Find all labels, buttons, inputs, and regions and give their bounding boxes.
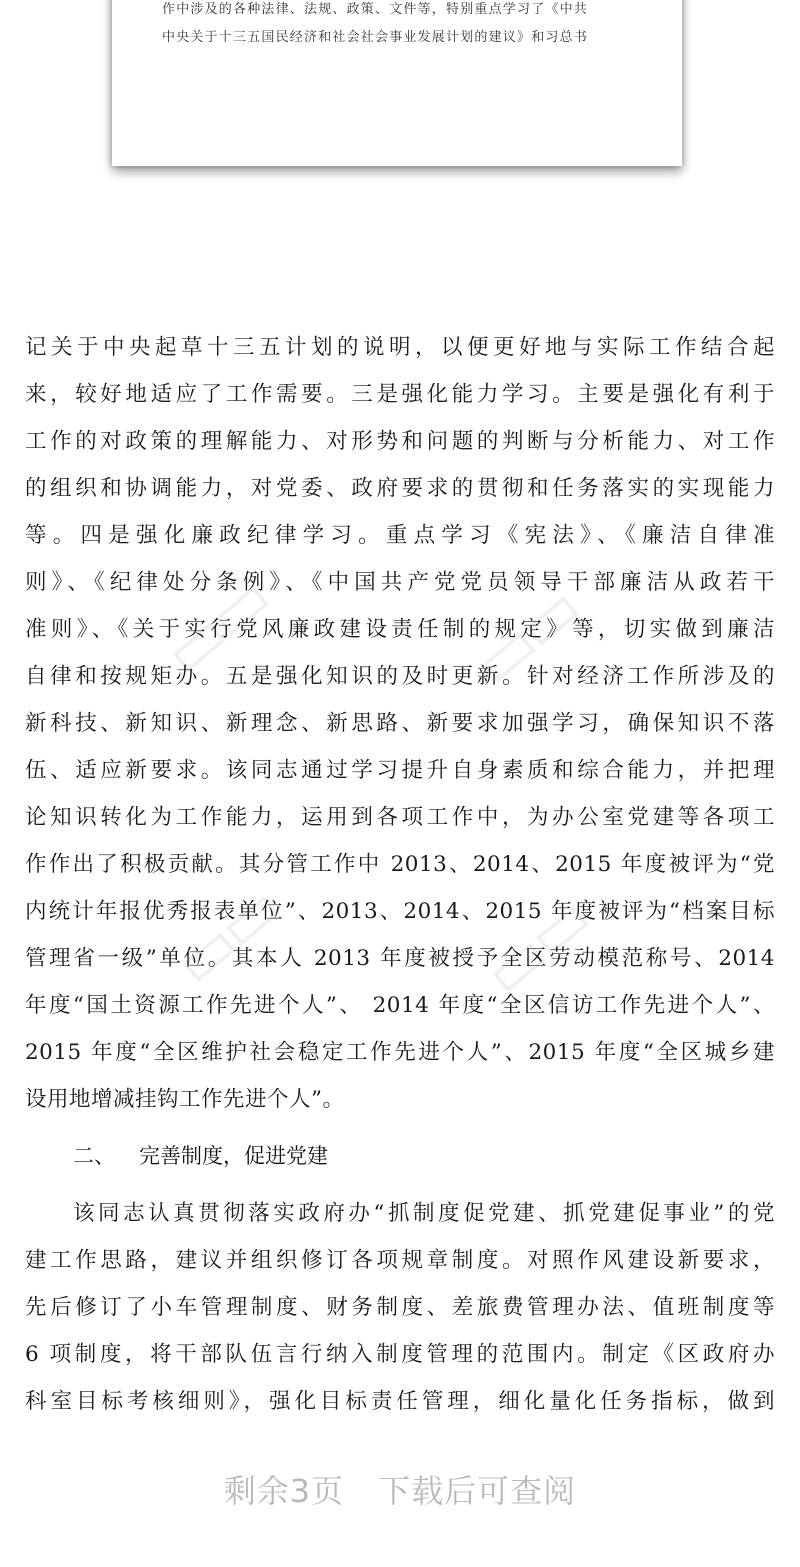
text-line: 自律和按规矩办。五是强化知识的及时更新。针对经济工作所涉及的 (25, 664, 775, 689)
section-heading-2 (73, 1133, 785, 1180)
text-line: 科室目标考核细则》，强化目标责任管理，细化量化任务指标，做到 (25, 1389, 775, 1414)
text-line: 的组织和协调能力，对党委、政府要求的贯彻和任务落实的实现能力 (25, 476, 775, 501)
text-line: 伍、适应新要求。该同志通过学习提升自身素质和综合能力，并把理 (25, 758, 775, 783)
text-line: 建工作思路，建议并组织修订各项规章制度。对照作风建设新要求， (25, 1248, 775, 1273)
heading-number: 二、 (73, 1144, 115, 1168)
preview-line: 作中涉及的各种法律、法规、政策、文件等，特别重点学习了《中共 (162, 2, 589, 17)
watermark: ▭▭ (459, 572, 594, 702)
watermark: ▭▭ (159, 872, 294, 1002)
text-line: 该同志认真贯彻落实政府办“抓制度促党建、抓党建促事业”的党 (73, 1201, 775, 1226)
paragraph-2 (25, 1190, 785, 1425)
download-to-view-label[interactable]: 下载后可查阅 (378, 1472, 577, 1510)
paragraph-1 (25, 324, 785, 1123)
remaining-pages-label[interactable]: 剩余3页 (223, 1472, 345, 1510)
text-line: 管理省一级”单位。其本人 2013 年度被授予全区劳动模范称号、2014 (25, 946, 775, 971)
watermark: ▭▭ (149, 562, 284, 692)
preview-page-card (112, 0, 682, 166)
preview-text (162, 0, 642, 52)
text-line: 则》、《纪律处分条例》、《中国共产党党员领导干部廉洁从政若干 (25, 570, 775, 595)
document-body (25, 324, 785, 1425)
text-line: 记关于中央起草十三五计划的说明，以便更好地与实际工作结合起 (25, 335, 775, 360)
preview-line: 中央关于十三五国民经济和社会社会事业发展计划的建议》和习总书 (162, 30, 589, 45)
text-line: 作作出了积极贡献。其分管工作中 2013、2014、2015 年度被评为“党 (25, 852, 775, 877)
text-line: 年度“国土资源工作先进个人”、 2014 年度“全区信访工作先进个人”、 (25, 993, 775, 1018)
text-line: 6 项制度，将干部队伍言行纳入制度管理的范围内。制定《区政府办 (25, 1342, 775, 1367)
text-line: 等。四是强化廉政纪律学习。重点学习《宪法》、《廉洁自律准 (25, 523, 775, 548)
text-line: 准则》、《关于实行党风廉政建设责任制的规定》等，切实做到廉洁 (25, 617, 775, 642)
text-line: 2015 年度“全区维护社会稳定工作先进个人”、2015 年度“全区城乡建 (25, 1040, 775, 1065)
heading-text: 完善制度，促进党建 (139, 1144, 328, 1168)
text-line: 来，较好地适应了工作需要。三是强化能力学习。主要是强化有利于 (25, 382, 775, 407)
watermark: ▭▭ (469, 882, 604, 1012)
text-line: 设用地增减挂钩工作先进个人”。 (25, 1087, 345, 1112)
text-line: 工作的对政策的理解能力、对形势和问题的判断与分析能力、对工作 (25, 429, 775, 454)
download-prompt[interactable] (0, 1466, 800, 1512)
text-line: 内统计年报优秀报表单位”、2013、2014、2015 年度被评为“档案目标 (25, 899, 775, 924)
text-line: 论知识转化为工作能力，运用到各项工作中，为办公室党建等各项工 (25, 805, 775, 830)
text-line: 先后修订了小车管理制度、财务制度、差旅费管理办法、值班制度等 (25, 1295, 775, 1320)
text-line: 新科技、新知识、新理念、新思路、新要求加强学习，确保知识不落 (25, 711, 775, 736)
